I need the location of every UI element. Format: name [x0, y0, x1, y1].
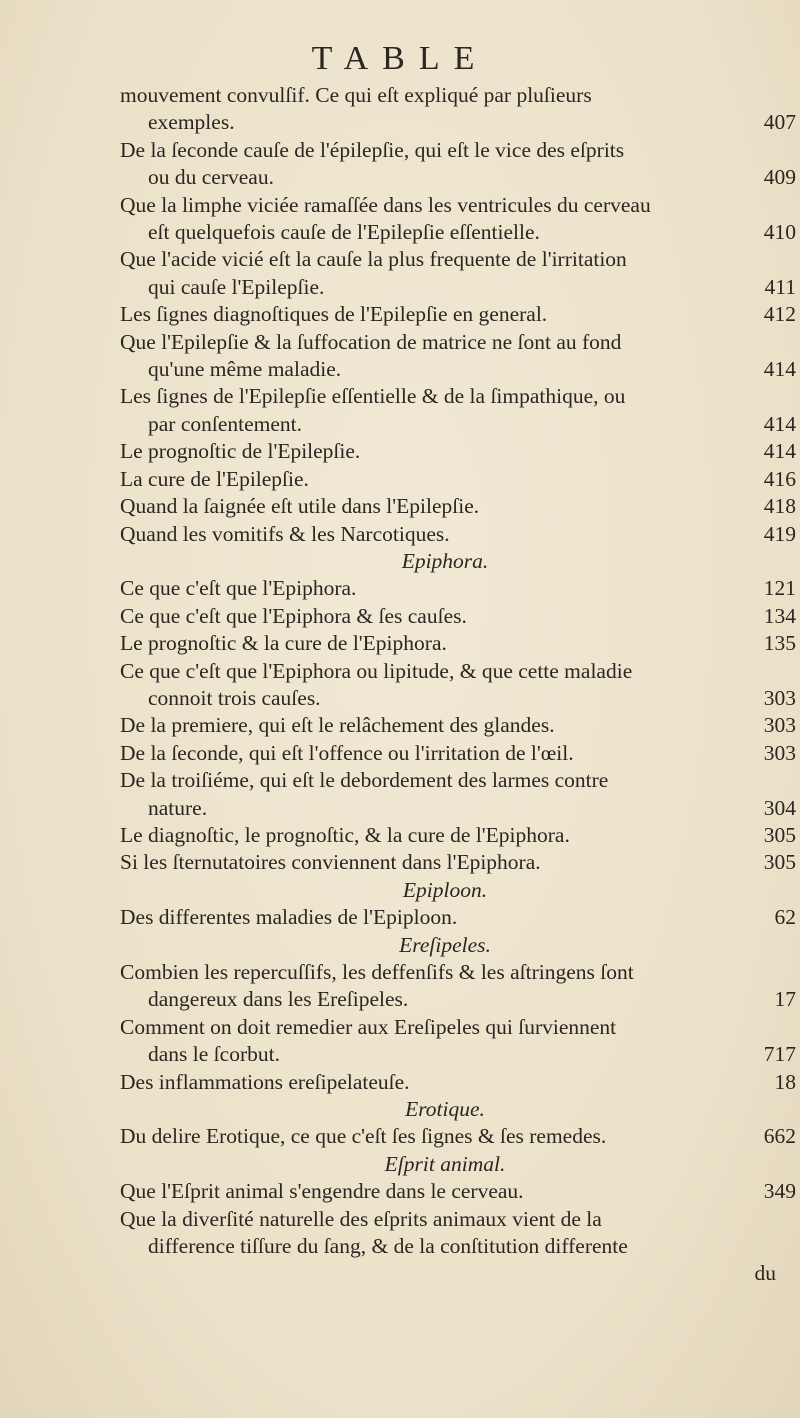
page-number: 17	[774, 987, 796, 1012]
index-entry	[120, 959, 800, 986]
index-entry	[120, 1069, 800, 1096]
page-number: 303	[763, 713, 796, 738]
entry-continuation	[120, 164, 800, 191]
entry-text: ou du cerveau.	[148, 165, 274, 190]
entry-text: par conſentement.	[148, 411, 303, 436]
page-number: 407	[763, 110, 796, 135]
page-number: 411	[764, 274, 796, 299]
entry-text: Ce que c'eſt que l'Epiphora & ſes cauſes.	[120, 603, 467, 628]
index-entry	[120, 1123, 800, 1150]
entry-text: Le prognoſtic de l'Epilepſie.	[120, 439, 361, 464]
entry-continuation	[120, 219, 800, 246]
section-heading: Eſprit animal.	[384, 1151, 506, 1176]
entry-text: Ce que c'eſt que l'Epiphora.	[120, 576, 357, 601]
entry-text: exemples.	[148, 110, 235, 135]
entry-text: Combien les repercuſſifs, les deffenſifs & les aſtringens ſont	[120, 960, 634, 984]
entry-text: Du delire Erotique, ce que c'eſt ſes ſignes & ſes remedes.	[120, 1124, 607, 1149]
index-entry	[120, 767, 800, 794]
page-number: 305	[763, 822, 796, 847]
entry-text: De la ſeconde cauſe de l'épilepſie, qui eſt le vice des eſprits	[120, 137, 625, 162]
entry-text: Le prognoſtic & la cure de l'Epiphora.	[120, 631, 447, 656]
entry-text: nature.	[148, 795, 208, 820]
index-entry	[120, 575, 800, 602]
entry-text: Que la limphe viciée ramaſſée dans les ventricules du cerveau	[120, 192, 651, 217]
entry-text: De la troiſiéme, qui eſt le debordement des larmes contre	[120, 768, 609, 793]
index-entry	[120, 740, 800, 767]
entry-text: Les ſignes de l'Epilepſie eſſentielle & de la ſimpathique, ou	[120, 384, 626, 409]
entry-text: Que l'acide vicié eſt la cauſe la plus frequente de l'irritation	[120, 247, 627, 272]
page-number: 416	[763, 466, 796, 491]
page-number: 414	[763, 411, 796, 436]
entry-text: La cure de l'Epilepſie.	[120, 466, 309, 491]
entry-continuation	[120, 986, 800, 1013]
page-number: 121	[763, 576, 796, 601]
entry-continuation	[120, 274, 800, 301]
index-entry	[120, 849, 800, 876]
page-number: 62	[774, 905, 796, 930]
entry-text: Que l'Eſprit animal s'engendre dans le cerveau.	[120, 1179, 524, 1204]
page-number: 419	[763, 521, 796, 546]
entry-text: mouvement convulſif. Ce qui eſt expliqué par pluſieurs	[120, 83, 592, 107]
page-number: 414	[763, 357, 796, 382]
index-entry	[120, 466, 800, 493]
index-entry	[120, 137, 800, 164]
page-number: 134	[763, 603, 796, 628]
entry-continuation	[120, 356, 800, 383]
index-entry	[120, 630, 800, 657]
index-entry	[120, 904, 800, 931]
entry-text: Le diagnoſtic, le prognoſtic, & la cure de l'Epiphora.	[120, 822, 570, 847]
page-number: 349	[763, 1179, 796, 1204]
entry-continuation	[120, 109, 800, 136]
index-entry	[120, 246, 800, 273]
index-entry	[120, 493, 800, 520]
page-number: 414	[763, 439, 796, 464]
entry-text: dangereux dans les Ereſipeles.	[148, 987, 409, 1012]
entry-text: Que la diverſité naturelle des eſprits animaux vient de la	[120, 1206, 602, 1231]
index-entry	[120, 329, 800, 356]
page-number: 409	[763, 165, 796, 190]
index-entry	[120, 82, 800, 109]
section-heading: Ereſipeles.	[399, 932, 491, 957]
page-number: 305	[763, 850, 796, 875]
page-number: 410	[763, 220, 796, 245]
catchword: du	[754, 1261, 776, 1286]
page-number: 418	[763, 494, 796, 519]
index-entry	[120, 1014, 800, 1041]
page-number: 304	[763, 795, 796, 820]
page-header: TABLE	[311, 40, 489, 77]
entry-text: Les ſignes diagnoſtiques de l'Epilepſie en general.	[120, 302, 548, 327]
table-of-contents	[120, 82, 800, 1288]
entry-text: eſt quelquefois cauſe de l'Epilepſie eſſentielle.	[148, 220, 540, 245]
entry-text: connoit trois cauſes.	[148, 685, 321, 710]
index-entry	[120, 301, 800, 328]
entry-text: Des differentes maladies de l'Epiploon.	[120, 905, 458, 930]
index-entry	[120, 521, 800, 548]
index-entry	[120, 1178, 800, 1205]
page-number: 18	[774, 1069, 796, 1094]
index-entry	[120, 383, 800, 410]
index-entry	[120, 438, 800, 465]
index-entry	[120, 658, 800, 685]
entry-text: qu'une même maladie.	[148, 357, 342, 382]
section-heading: Epiphora.	[401, 548, 489, 573]
entry-continuation	[120, 1041, 800, 1068]
entry-continuation	[120, 685, 800, 712]
entry-text: qui cauſe l'Epilepſie.	[148, 274, 325, 299]
page-number: 303	[763, 740, 796, 765]
entry-text: Des inflammations ereſipelateuſe.	[120, 1069, 410, 1094]
page-number: 412	[763, 302, 796, 327]
entry-text: Ce que c'eſt que l'Epiphora ou lipitude, & que cette maladie	[120, 658, 633, 683]
index-entry	[120, 712, 800, 739]
index-entry	[120, 822, 800, 849]
entry-text: dans le ſcorbut.	[148, 1042, 280, 1067]
entry-text: Si les ſternutatoires conviennent dans l'Epiphora.	[120, 850, 541, 875]
entry-text: Quand les vomitifs & les Narcotiques.	[120, 521, 450, 546]
entry-continuation	[120, 1233, 800, 1260]
page-number: 717	[763, 1042, 796, 1067]
entry-text: De la premiere, qui eſt le relâchement des glandes.	[120, 713, 555, 738]
section-heading: Epiploon.	[402, 877, 488, 902]
page-number: 303	[763, 685, 796, 710]
index-entry	[120, 603, 800, 630]
page-number: 135	[763, 631, 796, 656]
index-entry	[120, 1206, 800, 1233]
index-entry	[120, 192, 800, 219]
page-number: 662	[763, 1124, 796, 1149]
entry-continuation	[120, 411, 800, 438]
entry-text: Quand la ſaignée eſt utile dans l'Epilepſie.	[120, 494, 480, 519]
section-heading: Erotique.	[405, 1097, 485, 1122]
entry-text: Comment on doit remedier aux Ereſipeles qui ſurviennent	[120, 1014, 617, 1039]
entry-continuation	[120, 795, 800, 822]
entry-text: De la ſeconde, qui eſt l'offence ou l'irritation de l'œil.	[120, 740, 574, 765]
entry-text: difference tiſſure du ſang, & de la conſtitution differente	[148, 1234, 628, 1259]
entry-text: Que l'Epilepſie & la ſuffocation de matrice ne ſont au fond	[120, 329, 622, 354]
